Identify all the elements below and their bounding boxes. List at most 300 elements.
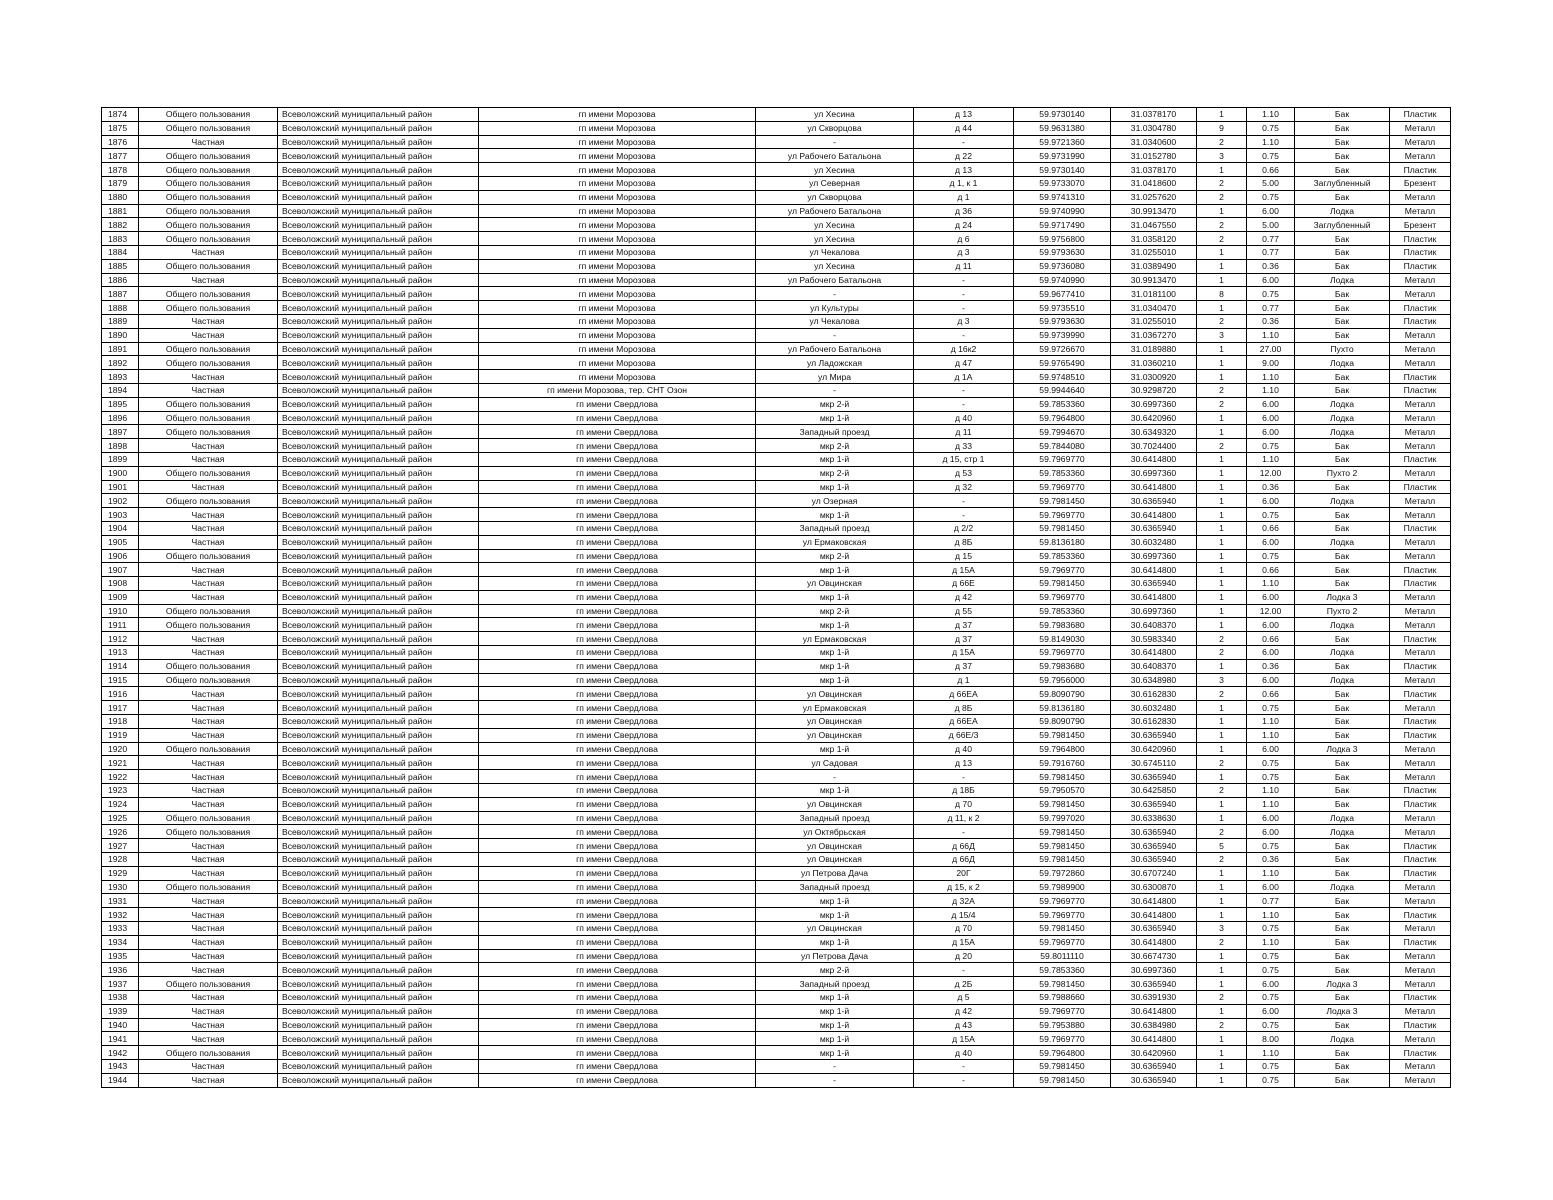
latitude-cell: 59.8149030 [1014, 632, 1111, 646]
longitude-cell: 30.9913470 [1111, 273, 1197, 287]
house-cell: д 66Е/3 [914, 728, 1014, 742]
count-cell: 2 [1197, 825, 1247, 839]
district-cell: Всеволожский муниципальный район [278, 383, 479, 397]
house-cell: д 1 [914, 190, 1014, 204]
volume-cell: 6.00 [1247, 273, 1295, 287]
row-number-cell: 1930 [102, 880, 139, 894]
material-cell: Брезент [1390, 218, 1451, 232]
settlement-cell: гп имени Морозова [479, 108, 756, 122]
table-row [102, 839, 1451, 853]
house-cell: д 8Б [914, 535, 1014, 549]
latitude-cell: 59.9793630 [1014, 245, 1111, 259]
street-cell: мкр 1-й [756, 659, 914, 673]
district-cell: Всеволожский муниципальный район [278, 715, 479, 729]
latitude-cell: 59.7983680 [1014, 618, 1111, 632]
material-cell: Металл [1390, 425, 1451, 439]
table-row [102, 770, 1451, 784]
container-type-cell: Лодка [1295, 204, 1390, 218]
settlement-cell: гп имени Свердлова [479, 632, 756, 646]
volume-cell: 27.00 [1247, 342, 1295, 356]
settlement-cell: гп имени Свердлова [479, 839, 756, 853]
ownership-cell: Частная [139, 1059, 278, 1073]
ownership-cell: Частная [139, 935, 278, 949]
settlement-cell: гп имени Свердлова [479, 466, 756, 480]
material-cell: Металл [1390, 590, 1451, 604]
row-number-cell: 1876 [102, 135, 139, 149]
material-cell: Металл [1390, 508, 1451, 522]
row-number-cell: 1886 [102, 273, 139, 287]
count-cell: 1 [1197, 770, 1247, 784]
house-cell: д 15А [914, 563, 1014, 577]
settlement-cell: гп имени Свердлова [479, 452, 756, 466]
latitude-cell: 59.7964800 [1014, 1046, 1111, 1060]
house-cell: д 3 [914, 314, 1014, 328]
count-cell: 2 [1197, 646, 1247, 660]
row-number-cell: 1944 [102, 1073, 139, 1087]
ownership-cell: Общего пользования [139, 411, 278, 425]
row-number-cell: 1942 [102, 1046, 139, 1060]
district-cell: Всеволожский муниципальный район [278, 646, 479, 660]
count-cell: 5 [1197, 839, 1247, 853]
street-cell: ул Овцинская [756, 922, 914, 936]
count-cell: 2 [1197, 135, 1247, 149]
house-cell: д 42 [914, 1004, 1014, 1018]
count-cell: 1 [1197, 480, 1247, 494]
table-row [102, 480, 1451, 494]
count-cell: 1 [1197, 577, 1247, 591]
latitude-cell: 59.7969770 [1014, 646, 1111, 660]
table-row [102, 1059, 1451, 1073]
volume-cell: 0.75 [1247, 190, 1295, 204]
longitude-cell: 30.6365940 [1111, 977, 1197, 991]
latitude-cell: 59.7981450 [1014, 1073, 1111, 1087]
table-row [102, 728, 1451, 742]
latitude-cell: 59.9677410 [1014, 287, 1111, 301]
street-cell: ул Северная [756, 176, 914, 190]
district-cell: Всеволожский муниципальный район [278, 922, 479, 936]
volume-cell: 1.10 [1247, 715, 1295, 729]
volume-cell: 0.77 [1247, 232, 1295, 246]
row-number-cell: 1884 [102, 245, 139, 259]
table-row [102, 149, 1451, 163]
material-cell: Пластик [1390, 480, 1451, 494]
latitude-cell: 59.7969770 [1014, 894, 1111, 908]
count-cell: 1 [1197, 701, 1247, 715]
latitude-cell: 59.7969770 [1014, 480, 1111, 494]
longitude-cell: 30.6162830 [1111, 715, 1197, 729]
material-cell: Металл [1390, 273, 1451, 287]
volume-cell: 12.00 [1247, 604, 1295, 618]
settlement-cell: гп имени Свердлова [479, 1059, 756, 1073]
street-cell: ул Скворцова [756, 121, 914, 135]
volume-cell: 0.36 [1247, 853, 1295, 867]
district-cell: Всеволожский муниципальный район [278, 880, 479, 894]
ownership-cell: Частная [139, 853, 278, 867]
longitude-cell: 31.0360210 [1111, 356, 1197, 370]
ownership-cell: Частная [139, 273, 278, 287]
ownership-cell: Частная [139, 328, 278, 342]
settlement-cell: гп имени Свердлова [479, 784, 756, 798]
longitude-cell: 30.6745110 [1111, 756, 1197, 770]
count-cell: 8 [1197, 287, 1247, 301]
count-cell: 1 [1197, 535, 1247, 549]
house-cell: д 37 [914, 659, 1014, 673]
container-type-cell: Лодка [1295, 494, 1390, 508]
table-row [102, 535, 1451, 549]
latitude-cell: 59.7969770 [1014, 935, 1111, 949]
settlement-cell: гп имени Свердлова [479, 646, 756, 660]
table-row [102, 259, 1451, 273]
count-cell: 3 [1197, 328, 1247, 342]
street-cell: ул Петрова Дача [756, 949, 914, 963]
latitude-cell: 59.7981450 [1014, 977, 1111, 991]
street-cell: ул Озерная [756, 494, 914, 508]
row-number-cell: 1920 [102, 742, 139, 756]
street-cell: ул Ермаковская [756, 535, 914, 549]
district-cell: Всеволожский муниципальный район [278, 728, 479, 742]
container-type-cell: Бак [1295, 121, 1390, 135]
district-cell: Всеволожский муниципальный район [278, 659, 479, 673]
material-cell: Пластик [1390, 659, 1451, 673]
count-cell: 1 [1197, 108, 1247, 122]
container-type-cell: Бак [1295, 1059, 1390, 1073]
count-cell: 1 [1197, 245, 1247, 259]
street-cell: мкр 1-й [756, 908, 914, 922]
longitude-cell: 31.0418600 [1111, 176, 1197, 190]
volume-cell: 6.00 [1247, 618, 1295, 632]
table-row [102, 314, 1451, 328]
ownership-cell: Частная [139, 701, 278, 715]
latitude-cell: 59.7981450 [1014, 494, 1111, 508]
longitude-cell: 30.6365940 [1111, 825, 1197, 839]
settlement-cell: гп имени Морозова [479, 314, 756, 328]
count-cell: 2 [1197, 687, 1247, 701]
container-type-cell: Пухто [1295, 342, 1390, 356]
longitude-cell: 30.6997360 [1111, 963, 1197, 977]
settlement-cell: гп имени Свердлова [479, 563, 756, 577]
count-cell: 1 [1197, 301, 1247, 315]
table-row [102, 659, 1451, 673]
volume-cell: 0.66 [1247, 163, 1295, 177]
settlement-cell: гп имени Свердлова [479, 949, 756, 963]
row-number-cell: 1928 [102, 853, 139, 867]
house-cell: д 15А [914, 1032, 1014, 1046]
ownership-cell: Общего пользования [139, 880, 278, 894]
table-row [102, 397, 1451, 411]
count-cell: 2 [1197, 176, 1247, 190]
street-cell: ул Хесина [756, 163, 914, 177]
container-type-cell: Бак [1295, 963, 1390, 977]
container-type-cell: Лодка [1295, 425, 1390, 439]
count-cell: 1 [1197, 811, 1247, 825]
street-cell: ул Овцинская [756, 687, 914, 701]
row-number-cell: 1925 [102, 811, 139, 825]
latitude-cell: 59.7956000 [1014, 673, 1111, 687]
material-cell: Пластик [1390, 521, 1451, 535]
ownership-cell: Общего пользования [139, 659, 278, 673]
material-cell: Металл [1390, 411, 1451, 425]
row-number-cell: 1888 [102, 301, 139, 315]
district-cell: Всеволожский муниципальный район [278, 190, 479, 204]
longitude-cell: 30.6365940 [1111, 728, 1197, 742]
table-row [102, 411, 1451, 425]
count-cell: 1 [1197, 949, 1247, 963]
settlement-cell: гп имени Свердлова [479, 425, 756, 439]
longitude-cell: 31.0378170 [1111, 108, 1197, 122]
street-cell: ул Мира [756, 370, 914, 384]
longitude-cell: 30.6032480 [1111, 535, 1197, 549]
table-row [102, 176, 1451, 190]
row-number-cell: 1875 [102, 121, 139, 135]
volume-cell: 0.75 [1247, 770, 1295, 784]
settlement-cell: гп имени Морозова [479, 218, 756, 232]
latitude-cell: 59.9740990 [1014, 204, 1111, 218]
street-cell: ул Овцинская [756, 728, 914, 742]
table-row [102, 742, 1451, 756]
ownership-cell: Частная [139, 370, 278, 384]
count-cell: 1 [1197, 894, 1247, 908]
district-cell: Всеволожский муниципальный район [278, 425, 479, 439]
street-cell: мкр 1-й [756, 1046, 914, 1060]
ownership-cell: Общего пользования [139, 218, 278, 232]
table-row [102, 577, 1451, 591]
district-cell: Всеволожский муниципальный район [278, 149, 479, 163]
table-row [102, 604, 1451, 618]
latitude-cell: 59.7972860 [1014, 866, 1111, 880]
house-cell: д 2Б [914, 977, 1014, 991]
material-cell: Металл [1390, 949, 1451, 963]
district-cell: Всеволожский муниципальный район [278, 577, 479, 591]
street-cell: ул Хесина [756, 259, 914, 273]
longitude-cell: 30.6414800 [1111, 646, 1197, 660]
street-cell: ул Чекалова [756, 314, 914, 328]
longitude-cell: 30.6338630 [1111, 811, 1197, 825]
house-cell: 20Г [914, 866, 1014, 880]
settlement-cell: гп имени Морозова [479, 176, 756, 190]
row-number-cell: 1943 [102, 1059, 139, 1073]
district-cell: Всеволожский муниципальный район [278, 853, 479, 867]
row-number-cell: 1901 [102, 480, 139, 494]
material-cell: Металл [1390, 190, 1451, 204]
house-cell: д 53 [914, 466, 1014, 480]
latitude-cell: 59.9736080 [1014, 259, 1111, 273]
material-cell: Металл [1390, 535, 1451, 549]
district-cell: Всеволожский муниципальный район [278, 121, 479, 135]
material-cell: Пластик [1390, 687, 1451, 701]
count-cell: 1 [1197, 466, 1247, 480]
volume-cell: 1.10 [1247, 383, 1295, 397]
material-cell: Пластик [1390, 935, 1451, 949]
table-row [102, 894, 1451, 908]
count-cell: 1 [1197, 163, 1247, 177]
house-cell: д 15 [914, 549, 1014, 563]
volume-cell: 0.75 [1247, 149, 1295, 163]
container-type-cell: Бак [1295, 908, 1390, 922]
latitude-cell: 59.7964800 [1014, 742, 1111, 756]
street-cell: мкр 2-й [756, 397, 914, 411]
row-number-cell: 1922 [102, 770, 139, 784]
row-number-cell: 1913 [102, 646, 139, 660]
settlement-cell: гп имени Морозова [479, 163, 756, 177]
volume-cell: 1.10 [1247, 908, 1295, 922]
street-cell: ул Рабочего Батальона [756, 273, 914, 287]
street-cell: Западный проезд [756, 977, 914, 991]
ownership-cell: Общего пользования [139, 342, 278, 356]
settlement-cell: гп имени Свердлова [479, 549, 756, 563]
count-cell: 2 [1197, 784, 1247, 798]
material-cell: Металл [1390, 439, 1451, 453]
material-cell: Пластик [1390, 1046, 1451, 1060]
row-number-cell: 1909 [102, 590, 139, 604]
volume-cell: 0.66 [1247, 563, 1295, 577]
longitude-cell: 30.6414800 [1111, 908, 1197, 922]
street-cell: мкр 2-й [756, 604, 914, 618]
material-cell: Пластик [1390, 301, 1451, 315]
latitude-cell: 59.7969770 [1014, 563, 1111, 577]
container-type-cell: Бак [1295, 1073, 1390, 1087]
settlement-cell: гп имени Свердлова [479, 494, 756, 508]
row-number-cell: 1926 [102, 825, 139, 839]
ownership-cell: Частная [139, 314, 278, 328]
longitude-cell: 31.0255010 [1111, 314, 1197, 328]
longitude-cell: 31.0358120 [1111, 232, 1197, 246]
material-cell: Пластик [1390, 839, 1451, 853]
ownership-cell: Общего пользования [139, 618, 278, 632]
settlement-cell: гп имени Свердлова [479, 715, 756, 729]
table-row [102, 425, 1451, 439]
volume-cell: 0.66 [1247, 632, 1295, 646]
volume-cell: 0.75 [1247, 1073, 1295, 1087]
volume-cell: 0.66 [1247, 687, 1295, 701]
table-row [102, 977, 1451, 991]
row-number-cell: 1908 [102, 577, 139, 591]
settlement-cell: гп имени Свердлова [479, 439, 756, 453]
ownership-cell: Частная [139, 1032, 278, 1046]
street-cell: мкр 1-й [756, 894, 914, 908]
row-number-cell: 1891 [102, 342, 139, 356]
count-cell: 1 [1197, 411, 1247, 425]
ownership-cell: Частная [139, 839, 278, 853]
volume-cell: 9.00 [1247, 356, 1295, 370]
street-cell: ул Петрова Дача [756, 866, 914, 880]
settlement-cell: гп имени Морозова [479, 287, 756, 301]
house-cell: - [914, 328, 1014, 342]
house-cell: д 66Е [914, 577, 1014, 591]
row-number-cell: 1936 [102, 963, 139, 977]
street-cell: ул Культуры [756, 301, 914, 315]
house-cell: д 6 [914, 232, 1014, 246]
row-number-cell: 1885 [102, 259, 139, 273]
material-cell: Металл [1390, 894, 1451, 908]
latitude-cell: 59.7969770 [1014, 452, 1111, 466]
table-row [102, 866, 1451, 880]
count-cell: 1 [1197, 273, 1247, 287]
longitude-cell: 31.0340470 [1111, 301, 1197, 315]
settlement-cell: гп имени Морозова [479, 370, 756, 384]
ownership-cell: Общего пользования [139, 149, 278, 163]
settlement-cell: гп имени Морозова [479, 245, 756, 259]
material-cell: Металл [1390, 204, 1451, 218]
volume-cell: 6.00 [1247, 411, 1295, 425]
row-number-cell: 1889 [102, 314, 139, 328]
row-number-cell: 1897 [102, 425, 139, 439]
row-number-cell: 1887 [102, 287, 139, 301]
ownership-cell: Частная [139, 577, 278, 591]
table-row [102, 549, 1451, 563]
row-number-cell: 1906 [102, 549, 139, 563]
count-cell: 1 [1197, 342, 1247, 356]
house-cell: - [914, 1073, 1014, 1087]
ownership-cell: Общего пользования [139, 232, 278, 246]
street-cell: ул Чекалова [756, 245, 914, 259]
house-cell: д 18Б [914, 784, 1014, 798]
container-type-cell: Бак [1295, 949, 1390, 963]
table-row [102, 632, 1451, 646]
volume-cell: 0.77 [1247, 894, 1295, 908]
settlement-cell: гп имени Морозова [479, 301, 756, 315]
house-cell: д 70 [914, 922, 1014, 936]
street-cell: Западный проезд [756, 880, 914, 894]
district-cell: Всеволожский муниципальный район [278, 535, 479, 549]
district-cell: Всеволожский муниципальный район [278, 839, 479, 853]
count-cell: 1 [1197, 715, 1247, 729]
house-cell: - [914, 1059, 1014, 1073]
street-cell: мкр 1-й [756, 673, 914, 687]
volume-cell: 6.00 [1247, 811, 1295, 825]
settlement-cell: гп имени Свердлова [479, 480, 756, 494]
table-row [102, 784, 1451, 798]
container-type-cell: Бак [1295, 314, 1390, 328]
longitude-cell: 30.6365940 [1111, 770, 1197, 784]
settlement-cell: гп имени Свердлова [479, 853, 756, 867]
container-type-cell: Бак [1295, 383, 1390, 397]
ownership-cell: Частная [139, 770, 278, 784]
row-number-cell: 1910 [102, 604, 139, 618]
table-row [102, 301, 1451, 315]
volume-cell: 6.00 [1247, 204, 1295, 218]
longitude-cell: 31.0304780 [1111, 121, 1197, 135]
container-type-cell: Лодка [1295, 880, 1390, 894]
house-cell: д 13 [914, 756, 1014, 770]
district-cell: Всеволожский муниципальный район [278, 314, 479, 328]
row-number-cell: 1902 [102, 494, 139, 508]
settlement-cell: гп имени Морозова [479, 149, 756, 163]
container-type-cell: Бак [1295, 922, 1390, 936]
ownership-cell: Частная [139, 908, 278, 922]
house-cell: д 3 [914, 245, 1014, 259]
house-cell: - [914, 494, 1014, 508]
settlement-cell: гп имени Морозова [479, 356, 756, 370]
count-cell: 2 [1197, 232, 1247, 246]
house-cell: д 1А [914, 370, 1014, 384]
district-cell: Всеволожский муниципальный район [278, 894, 479, 908]
street-cell: ул Овцинская [756, 715, 914, 729]
container-type-cell: Бак [1295, 232, 1390, 246]
container-type-cell: Бак [1295, 439, 1390, 453]
longitude-cell: 31.0378170 [1111, 163, 1197, 177]
row-number-cell: 1932 [102, 908, 139, 922]
row-number-cell: 1911 [102, 618, 139, 632]
district-cell: Всеволожский муниципальный район [278, 232, 479, 246]
count-cell: 1 [1197, 356, 1247, 370]
container-type-cell: Бак [1295, 135, 1390, 149]
settlement-cell: гп имени Свердлова [479, 1032, 756, 1046]
container-type-cell: Бак [1295, 452, 1390, 466]
district-cell: Всеволожский муниципальный район [278, 756, 479, 770]
house-cell: д 13 [914, 108, 1014, 122]
settlement-cell: гп имени Морозова [479, 259, 756, 273]
district-cell: Всеволожский муниципальный район [278, 245, 479, 259]
